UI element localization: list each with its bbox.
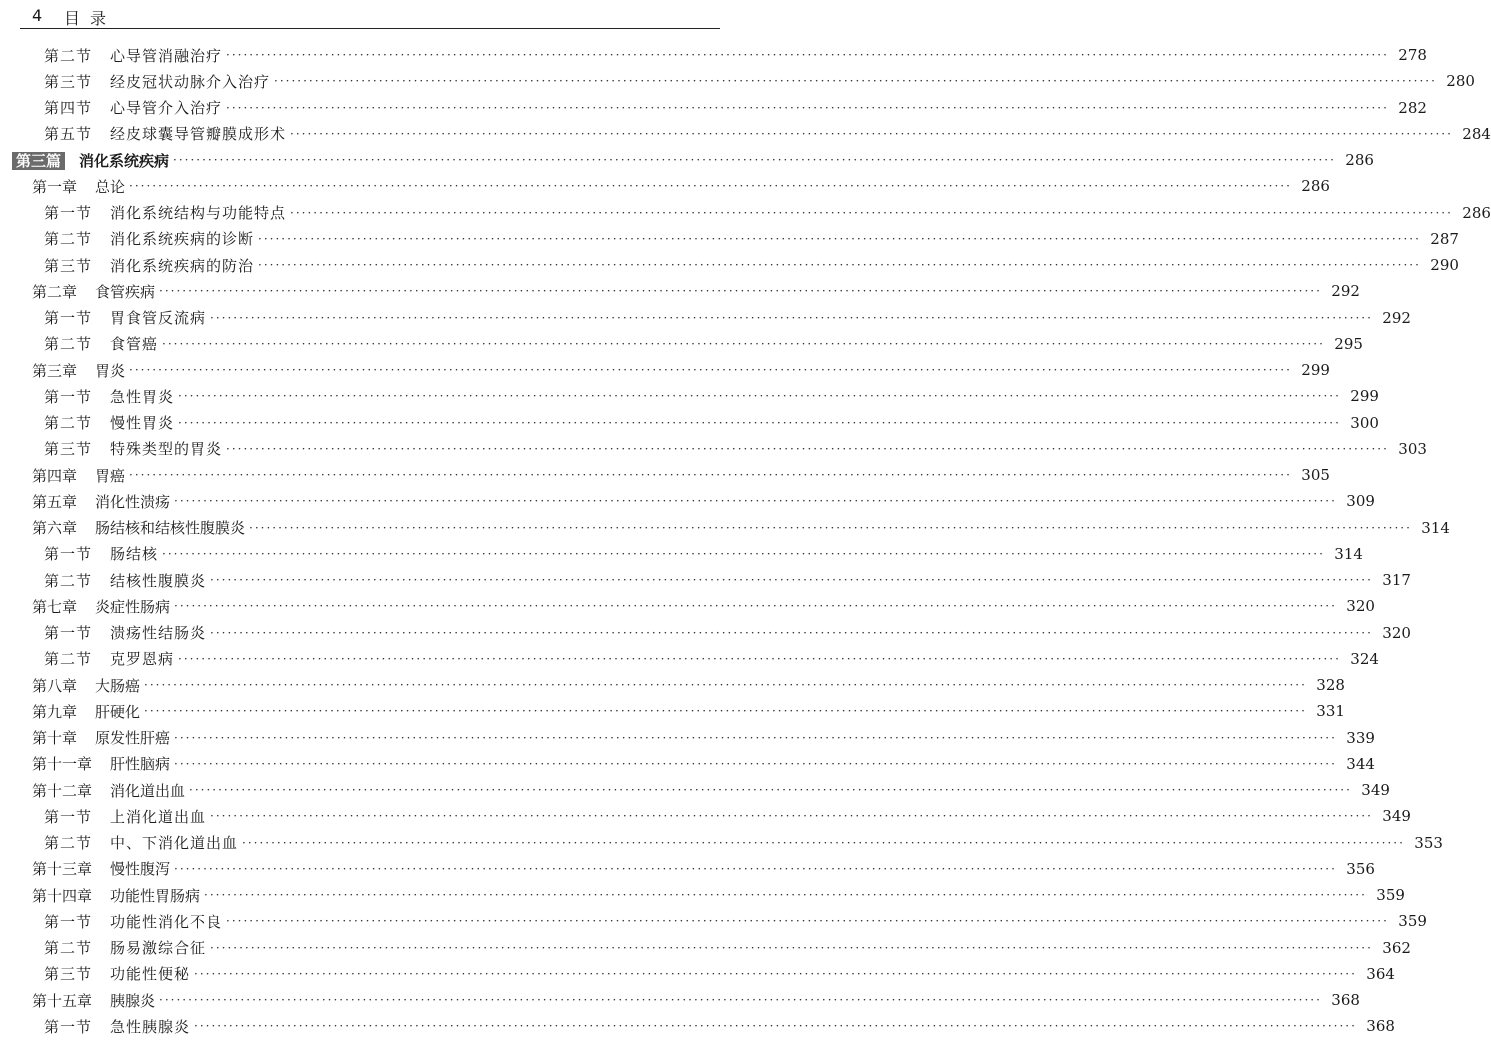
chapter-label: 第十二章: [32, 781, 93, 800]
toc-entry-heading: [32, 491, 170, 512]
toc-entry-section[interactable]: [0, 961, 1395, 987]
toc-entry-chapter[interactable]: [0, 672, 1345, 698]
toc-entry-heading: [44, 963, 190, 984]
toc-entry-section[interactable]: [0, 68, 1475, 94]
section-label: 第一节: [44, 309, 93, 328]
entry-title: 溃疡性结肠炎: [110, 624, 207, 643]
toc-entry-section[interactable]: [0, 620, 1411, 646]
toc-entry-section[interactable]: [0, 200, 1491, 226]
toc-entry-section[interactable]: [0, 42, 1427, 68]
toc-entry-chapter[interactable]: [0, 357, 1330, 383]
toc-entry-section[interactable]: [0, 121, 1491, 147]
section-label: 第二节: [44, 834, 93, 853]
toc-entry-section[interactable]: [0, 935, 1411, 961]
dot-leader: ········································································································································································································: [210, 809, 1373, 824]
entry-title: 肠结核: [110, 545, 159, 564]
chapter-label: 第十一章: [32, 755, 93, 774]
dot-leader: ········································································································································································································: [226, 914, 1389, 929]
toc-entry-heading: [32, 780, 185, 801]
entry-title: 消化系统疾病的诊断: [110, 230, 255, 249]
dot-leader: ········································································································································································································: [178, 651, 1341, 666]
entry-page-number: 299: [1301, 361, 1330, 380]
toc-entry-section[interactable]: [0, 331, 1363, 357]
entry-page-number: 286: [1462, 203, 1491, 222]
dot-leader: ········································································································································································································: [210, 940, 1373, 955]
toc-entry-chapter[interactable]: [0, 593, 1375, 619]
section-label: 第一节: [44, 387, 93, 406]
entry-title: 肠易激综合征: [110, 939, 207, 958]
chapter-label: 第八章: [32, 676, 78, 695]
chapter-label: 第十三章: [32, 860, 93, 879]
entry-page-number: 344: [1346, 754, 1375, 773]
entry-page-number: 305: [1301, 466, 1330, 485]
dot-leader: ········································································································································································································: [242, 835, 1405, 850]
toc-entry-heading: [32, 701, 140, 722]
entry-title: 慢性胃炎: [110, 414, 175, 433]
entry-title: 食管癌: [110, 335, 159, 354]
entry-page-number: 339: [1346, 728, 1375, 747]
toc-entry-heading: [32, 675, 140, 696]
entry-title: 肝性脑病: [110, 755, 171, 774]
toc-entry-heading: [32, 517, 245, 538]
entry-title: 经皮球囊导管瓣膜成形术: [110, 125, 287, 144]
entry-page-number: 282: [1398, 98, 1427, 117]
dot-leader: ········································································································································································································: [290, 126, 1453, 141]
toc-entry-heading: [44, 832, 238, 853]
entry-page-number: 359: [1398, 912, 1427, 931]
entry-page-number: 349: [1361, 781, 1390, 800]
dot-leader: ········································································································································································································: [129, 363, 1292, 378]
entry-title: 中、下消化道出血: [110, 834, 239, 853]
entry-title: 炎症性肠病: [95, 597, 171, 616]
toc-entry-section[interactable]: [0, 830, 1443, 856]
chapter-label: 第十五章: [32, 991, 93, 1010]
toc-entry-section[interactable]: [0, 410, 1379, 436]
chapter-label: 第十四章: [32, 886, 93, 905]
entry-title: 急性胃炎: [110, 387, 175, 406]
dot-leader: ········································································································································································································: [189, 783, 1352, 798]
chapter-label: 第四章: [32, 466, 78, 485]
toc-entry-chapter[interactable]: [0, 882, 1405, 908]
toc-entry-heading: [44, 123, 286, 144]
dot-leader: ········································································································································································································: [174, 756, 1337, 771]
entry-title: 急性胰腺炎: [110, 1017, 191, 1036]
section-label: 第三节: [44, 440, 93, 459]
entry-title: 慢性腹泻: [110, 860, 171, 879]
toc-entry-chapter[interactable]: [0, 987, 1360, 1013]
toc-entry-chapter[interactable]: [0, 856, 1375, 882]
toc-entry-chapter[interactable]: [0, 725, 1375, 751]
dot-leader: ········································································································································································································: [210, 310, 1373, 325]
entry-title: 心导管消融治疗: [110, 46, 223, 65]
dot-leader: ········································································································································································································: [162, 336, 1325, 351]
entry-title: 特殊类型的胃炎: [110, 440, 223, 459]
section-label: 第二节: [44, 414, 93, 433]
page-header: [20, 0, 720, 29]
toc-entry-heading: [44, 570, 206, 591]
section-label: 第三节: [44, 256, 93, 275]
chapter-label: 第九章: [32, 702, 78, 721]
toc-entry-heading: [44, 622, 206, 643]
dot-leader: ········································································································································································································: [226, 100, 1389, 115]
toc-entry-chapter[interactable]: [0, 173, 1330, 199]
entry-title: 功能性胃肠病: [110, 886, 201, 905]
toc-entry-heading: [44, 307, 206, 328]
page-title: 目录: [64, 9, 117, 28]
section-label: 第一节: [44, 624, 93, 643]
entry-page-number: 328: [1316, 676, 1345, 695]
toc-entry-heading: [32, 753, 170, 774]
dot-leader: ········································································································································································································: [204, 888, 1367, 903]
entry-page-number: 368: [1366, 1017, 1395, 1036]
dot-leader: ········································································································································································································: [144, 704, 1307, 719]
section-label: 第三节: [44, 72, 93, 91]
section-label: 第一节: [44, 545, 93, 564]
section-label: 第一节: [44, 1017, 93, 1036]
toc-entry-section[interactable]: [0, 436, 1427, 462]
toc-entry-heading: [32, 596, 170, 617]
dot-leader: ········································································································································································································: [249, 520, 1412, 535]
toc-entry-heading: [44, 806, 206, 827]
dot-leader: ········································································································································································································: [178, 389, 1341, 404]
entry-title: 消化道出血: [110, 781, 186, 800]
dot-leader: ········································································································································································································: [274, 74, 1437, 89]
dot-leader: ········································································································································································································: [144, 678, 1307, 693]
chapter-label: 第七章: [32, 597, 78, 616]
toc-entry-part[interactable]: [0, 147, 1374, 173]
toc-entry-heading: [44, 911, 222, 932]
entry-page-number: 309: [1346, 492, 1375, 511]
dot-leader: ········································································································································································································: [258, 231, 1421, 246]
toc-entry-section[interactable]: [0, 95, 1427, 121]
toc-entry-section[interactable]: [0, 567, 1411, 593]
chapter-label: 第三章: [32, 361, 78, 380]
dot-leader: ········································································································································································································: [174, 861, 1337, 876]
section-label: 第二节: [44, 335, 93, 354]
dot-leader: ········································································································································································································: [159, 284, 1322, 299]
dot-leader: ········································································································································································································: [210, 625, 1373, 640]
toc-entry-heading: [44, 438, 222, 459]
toc-entry-heading: [32, 990, 155, 1011]
dot-leader: ········································································································································································································: [194, 966, 1357, 981]
entry-title: 大肠癌: [95, 676, 141, 695]
entry-page-number: 299: [1350, 387, 1379, 406]
entry-title: 心导管介入治疗: [110, 99, 223, 118]
entry-page-number: 278: [1398, 46, 1427, 65]
toc-entry-section[interactable]: [0, 646, 1379, 672]
entry-page-number: 317: [1382, 571, 1411, 590]
entry-title: 克罗恩病: [110, 650, 175, 669]
dot-leader: ········································································································································································································: [210, 573, 1373, 588]
entry-title: 食管疾病: [95, 282, 156, 301]
entry-page-number: 314: [1334, 544, 1363, 563]
toc-entry-chapter[interactable]: [0, 488, 1375, 514]
entry-page-number: 362: [1382, 938, 1411, 957]
section-label: 第二节: [44, 230, 93, 249]
section-label: 第二节: [44, 46, 93, 65]
dot-leader: ········································································································································································································: [258, 258, 1421, 273]
entry-title: 结核性腹膜炎: [110, 571, 207, 590]
section-label: 第二节: [44, 571, 93, 590]
section-label: 第五节: [44, 125, 93, 144]
page-number: 4: [32, 6, 43, 25]
toc-entry-chapter[interactable]: [0, 515, 1450, 541]
toc-entry-heading: [12, 150, 169, 171]
entry-page-number: 295: [1334, 334, 1363, 353]
entry-page-number: 290: [1430, 256, 1459, 275]
dot-leader: ········································································································································································································: [194, 1019, 1357, 1034]
toc-entry-section[interactable]: [0, 803, 1411, 829]
entry-page-number: 324: [1350, 649, 1379, 668]
dot-leader: ········································································································································································································: [178, 415, 1341, 430]
toc-entry-heading: [44, 543, 158, 564]
entry-page-number: 286: [1345, 151, 1374, 170]
entry-title: 胃食管反流病: [110, 309, 207, 328]
entry-title: 上消化道出血: [110, 807, 207, 826]
section-label: 第三节: [44, 965, 93, 984]
entry-title: 总论: [95, 177, 126, 196]
entry-page-number: 303: [1398, 439, 1427, 458]
entry-title: 消化系统疾病的防治: [110, 256, 255, 275]
toc-entry-chapter[interactable]: [0, 777, 1390, 803]
section-label: 第二节: [44, 939, 93, 958]
entry-title: 肝硬化: [95, 702, 141, 721]
entry-title: 功能性便秘: [110, 965, 191, 984]
entry-page-number: 331: [1316, 702, 1345, 721]
toc-entry-section[interactable]: [0, 252, 1459, 278]
table-of-contents: [0, 42, 1491, 1040]
entry-page-number: 364: [1366, 964, 1395, 983]
toc-entry-heading: [44, 202, 286, 223]
section-label: 第四节: [44, 99, 93, 118]
entry-title: 胰腺炎: [110, 991, 156, 1010]
toc-entry-heading: [44, 386, 174, 407]
chapter-label: 第二章: [32, 282, 78, 301]
toc-entry-heading: [44, 1016, 190, 1037]
chapter-label: 第六章: [32, 519, 78, 538]
toc-entry-heading: [32, 727, 170, 748]
dot-leader: ········································································································································································································: [290, 205, 1453, 220]
entry-page-number: 286: [1301, 177, 1330, 196]
dot-leader: ········································································································································································································: [174, 599, 1337, 614]
toc-entry-heading: [44, 333, 158, 354]
toc-entry-section[interactable]: [0, 226, 1459, 252]
toc-entry-chapter[interactable]: [0, 278, 1360, 304]
entry-title: 肠结核和结核性腹膜炎: [95, 519, 246, 538]
toc-entry-section[interactable]: [0, 1013, 1395, 1039]
section-label: 第一节: [44, 204, 93, 223]
dot-leader: ········································································································································································································: [159, 993, 1322, 1008]
entry-page-number: 359: [1376, 886, 1405, 905]
dot-leader: ········································································································································································································: [226, 441, 1389, 456]
entry-title: 原发性肝癌: [95, 729, 171, 748]
toc-entry-heading: [44, 45, 222, 66]
dot-leader: ········································································································································································································: [226, 48, 1389, 63]
entry-page-number: 368: [1331, 991, 1360, 1010]
entry-page-number: 300: [1350, 413, 1379, 432]
entry-page-number: 320: [1346, 597, 1375, 616]
toc-entry-section[interactable]: [0, 908, 1427, 934]
entry-title: 消化系统结构与功能特点: [110, 204, 287, 223]
toc-entry-heading: [32, 360, 125, 381]
toc-entry-chapter[interactable]: [0, 462, 1330, 488]
toc-entry-chapter[interactable]: [0, 698, 1345, 724]
toc-entry-heading: [32, 885, 200, 906]
entry-page-number: 320: [1382, 623, 1411, 642]
entry-title: 功能性消化不良: [110, 912, 223, 931]
toc-entry-heading: [44, 97, 222, 118]
entry-page-number: 292: [1331, 282, 1360, 301]
toc-entry-heading: [44, 255, 254, 276]
toc-entry-heading: [32, 858, 170, 879]
entry-page-number: 356: [1346, 859, 1375, 878]
entry-title: 消化系统疾病: [79, 151, 170, 170]
section-label: 第二节: [44, 650, 93, 669]
entry-title: 胃炎: [95, 361, 126, 380]
toc-entry-chapter[interactable]: [0, 751, 1375, 777]
part-label: 第三篇: [12, 152, 65, 170]
toc-entry-heading: [44, 648, 174, 669]
toc-entry-heading: [44, 937, 206, 958]
toc-entry-heading: [44, 228, 254, 249]
dot-leader: ········································································································································································································: [162, 546, 1325, 561]
entry-page-number: 280: [1446, 72, 1475, 91]
chapter-label: 第十章: [32, 729, 78, 748]
entry-page-number: 349: [1382, 807, 1411, 826]
toc-entry-heading: [32, 176, 125, 197]
entry-page-number: 353: [1414, 833, 1443, 852]
section-label: 第一节: [44, 807, 93, 826]
dot-leader: ········································································································································································································: [174, 494, 1337, 509]
chapter-label: 第五章: [32, 492, 78, 511]
entry-title: 经皮冠状动脉介入治疗: [110, 72, 271, 91]
entry-page-number: 287: [1430, 229, 1459, 248]
dot-leader: ········································································································································································································: [174, 730, 1337, 745]
entry-title: 消化性溃疡: [95, 492, 171, 511]
dot-leader: ········································································································································································································: [129, 468, 1292, 483]
toc-entry-heading: [32, 465, 125, 486]
toc-entry-section[interactable]: [0, 541, 1363, 567]
dot-leader: ········································································································································································································: [173, 153, 1336, 168]
toc-entry-heading: [44, 71, 270, 92]
toc-entry-heading: [44, 412, 174, 433]
entry-page-number: 314: [1421, 518, 1450, 537]
dot-leader: ········································································································································································································: [129, 179, 1292, 194]
toc-entry-section[interactable]: [0, 305, 1411, 331]
entry-page-number: 292: [1382, 308, 1411, 327]
toc-entry-heading: [32, 281, 155, 302]
entry-title: 胃癌: [95, 466, 126, 485]
section-label: 第一节: [44, 912, 93, 931]
chapter-label: 第一章: [32, 177, 78, 196]
entry-page-number: 284: [1462, 124, 1491, 143]
toc-entry-section[interactable]: [0, 383, 1379, 409]
